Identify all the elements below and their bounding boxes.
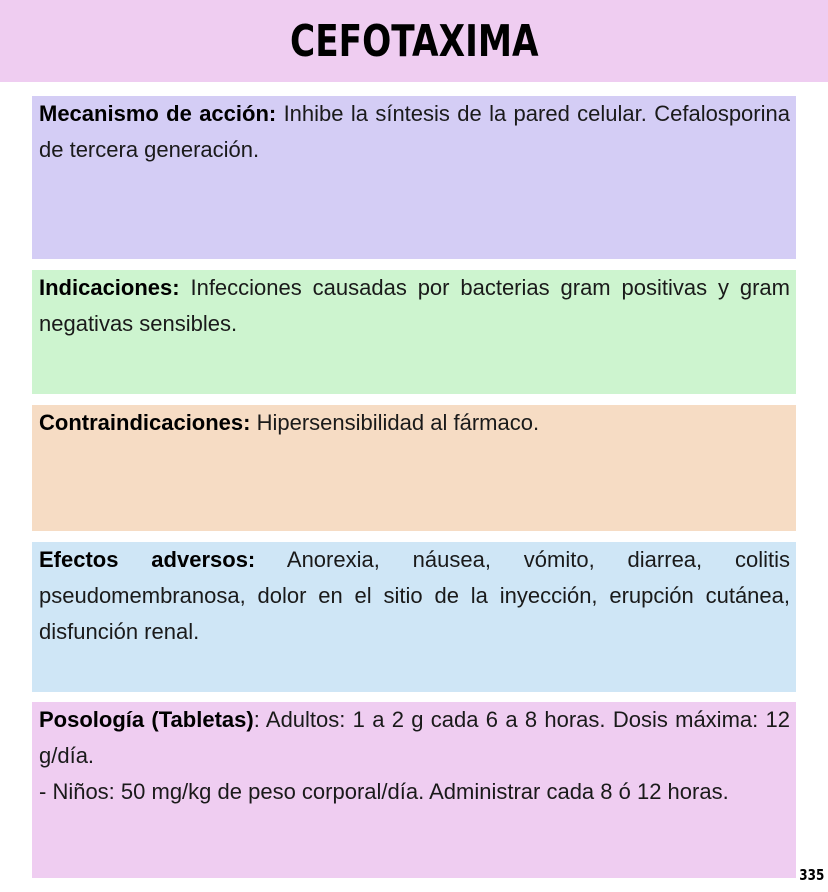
page-title: CEFOTAXIMA	[289, 15, 539, 67]
mecanismo-text: Inhibe la síntesis de la pared celular. Cefalosporina de tercera generación.	[39, 101, 790, 162]
page-number: 335	[798, 866, 824, 884]
efectos-text: Anorexia, náusea, vómito, diarrea, colitis pseudomembranosa, dolor en el sitio de la inyección, erupción cutánea, disfunción renal.	[39, 547, 791, 644]
section-efectos-adversos	[32, 542, 796, 692]
indicaciones-label: Indicaciones:	[39, 275, 180, 300]
efectos-label: Efectos adversos:	[39, 547, 256, 572]
title-banner	[0, 0, 828, 82]
contraindicaciones-text: Hipersensibilidad al fármaco.	[250, 410, 540, 435]
section-indicaciones	[32, 270, 796, 394]
posologia-text: : Adultos: 1 a 2 g cada 6 a 8 horas. Dosis máxima: 12 g/día.	[39, 707, 791, 768]
contraindicaciones-label: Contraindicaciones:	[39, 410, 251, 435]
indicaciones-text: Infecciones causadas por bacterias gram positivas y gram negativas sensibles.	[39, 275, 790, 336]
section-mecanismo	[32, 96, 796, 259]
mecanismo-label: Mecanismo de acción:	[39, 101, 277, 126]
posologia-ninos-text: - Niños: 50 mg/kg de peso corporal/día. Administrar cada 8 ó 12 horas.	[39, 779, 729, 804]
posologia-label: Posología (Tabletas)	[39, 707, 254, 732]
section-contraindicaciones	[32, 405, 796, 531]
section-posologia	[32, 702, 796, 878]
